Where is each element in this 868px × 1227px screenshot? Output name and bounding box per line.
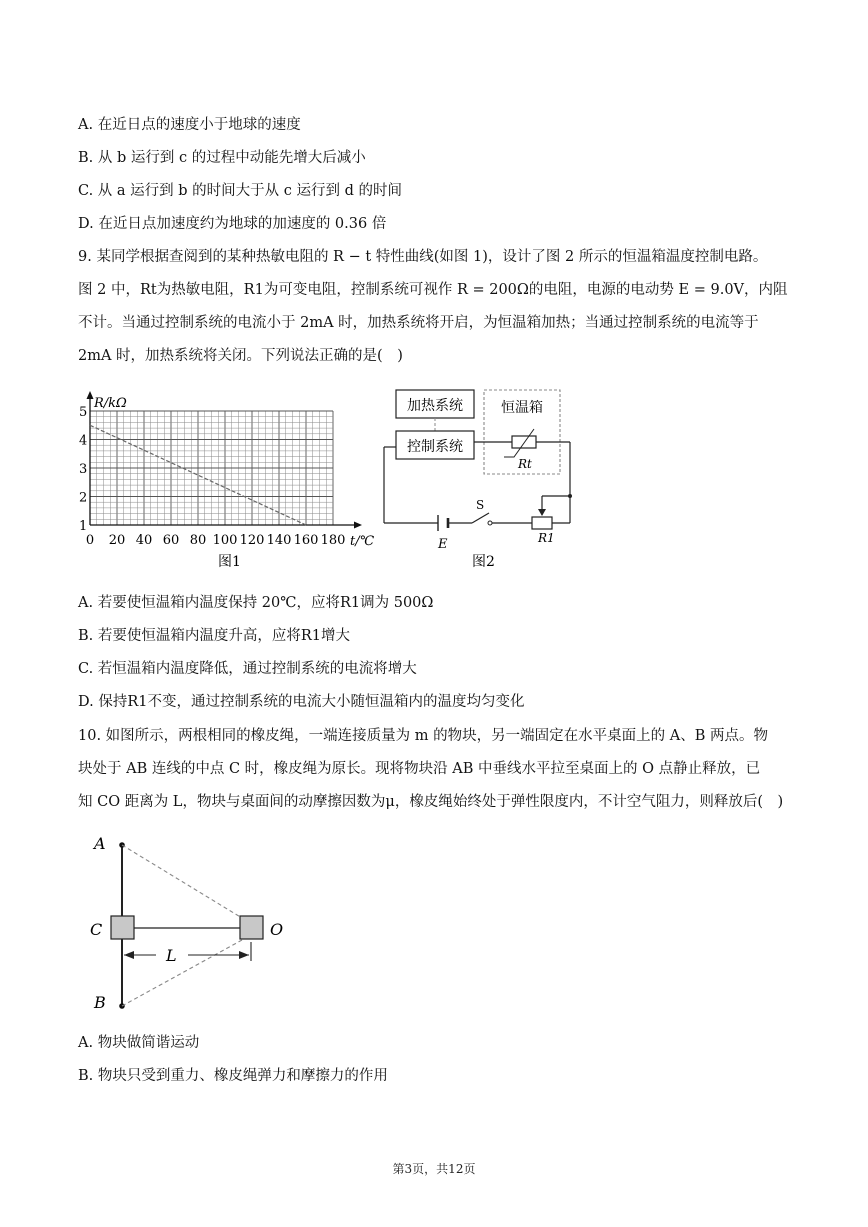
x-tick-label: 160 (293, 533, 319, 548)
x-tick-label: 80 (189, 533, 207, 548)
q9-stem (78, 247, 794, 379)
y-tick-label: 4 (79, 433, 88, 449)
label-l: L (166, 946, 177, 965)
variable-resistor-symbol (532, 517, 552, 529)
x-tick-label: 0 (85, 533, 95, 548)
x-tick-label: 20 (108, 533, 126, 548)
q10-option-b: B. 物块只受到重力、橡皮绳弹力和摩擦力的作用 (78, 1068, 388, 1084)
q9-option-b: B. 若要使恒温箱内温度升高，应将R1增大 (78, 628, 351, 644)
q8-option-c: C. 从 a 运行到 b 的时间大于从 c 运行到 d 的时间 (78, 183, 402, 199)
y-tick-label: 3 (79, 462, 88, 477)
x-tick-label: 100 (212, 533, 238, 548)
y-axis-label: R/kΩ (94, 396, 127, 411)
thermostat-label: 恒温箱 (501, 400, 543, 416)
x-tick-label: 140 (266, 533, 292, 548)
y-tick-label: 2 (79, 490, 88, 506)
q10-stem-line: 块处于 AB 连线的中点 C 时，橡皮绳为原长。现将物块沿 AB 中垂线水平拉至桌面上的 O 点静止释放，已 (78, 761, 761, 777)
q9-stem-line: 图 2 中，Rt为热敏电阻，R1为可变电阻，控制系统可视作 R = 200Ω的电阻，电源的电动势 E = 9.0V，内阻 (78, 282, 788, 298)
heating-system-label: 加热系统 (407, 398, 463, 414)
q8-option-d: D. 在近日点加速度约为地球的加速度的 0.36 倍 (78, 216, 387, 232)
thermistor-symbol (512, 436, 536, 448)
label-b: B (94, 993, 106, 1012)
q10-stem (78, 726, 794, 825)
label-a: A (94, 834, 106, 853)
x-tick-label: 60 (162, 533, 180, 548)
q8-option-b: B. 从 b 运行到 c 的过程中动能先增大后减小 (78, 150, 366, 166)
q10-stem-line: 知 CO 距离为 L，物块与桌面间的动摩擦因数为μ，橡皮绳始终处于弹性限度内，不计空气阻力，则释放后( ) (78, 794, 784, 810)
q8-option-a: A. 在近日点的速度小于地球的速度 (78, 117, 301, 133)
control-system-label: 控制系统 (407, 439, 463, 455)
block-at-o (240, 916, 263, 939)
q9-stem-line: 不计。当通过控制系统的电流小于 2mA 时，加热系统将开启，为恒温箱加热；当通过控制系统的电流等于 (78, 315, 759, 331)
label-o: O (270, 920, 284, 939)
r-t-chart (70, 385, 390, 575)
q9-stem-line: 2mA 时，加热系统将关闭。下列说法正确的是( ) (78, 348, 403, 364)
q9-stem-line: 9. 某同学根据查阅到的某种热敏电阻的 R − t 特性曲线(如图 1)，设计了图 2 所示的恒温箱温度控制电路。 (78, 249, 768, 265)
control-circuit-diagram (376, 385, 586, 575)
rubber-band-block-diagram (80, 828, 300, 1018)
y-tick-label: 5 (79, 405, 88, 420)
thermistor-label: Rt (518, 457, 532, 471)
x-axis-label: t/℃ (350, 534, 375, 549)
x-tick-label: 180 (320, 533, 346, 548)
x-tick-label: 120 (239, 533, 265, 548)
y-tick-label: 1 (79, 519, 88, 534)
variable-resistor-label: R1 (538, 531, 555, 545)
q9-option-c: C. 若恒温箱内温度降低，通过控制系统的电流将增大 (78, 661, 417, 677)
x-tick-label: 40 (135, 533, 153, 548)
switch-label: S (476, 498, 485, 512)
fig2-caption: 图2 (472, 554, 495, 570)
q9-option-d: D. 保持R1不变，通过控制系统的电流大小随恒温箱内的温度均匀变化 (78, 694, 525, 710)
label-c: C (90, 920, 103, 939)
q9-option-a: A. 若要使恒温箱内温度保持 20℃，应将R1调为 500Ω (78, 595, 434, 611)
q10-stem-line: 10. 如图所示，两根相同的橡皮绳，一端连接质量为 m 的物块，另一端固定在水平桌面上的 A、B 两点。物 (78, 728, 768, 744)
emf-label: E (438, 537, 448, 552)
q10-option-a: A. 物块做简谐运动 (78, 1035, 200, 1051)
fig1-caption: 图1 (218, 554, 241, 570)
page-number: 第3页，共12页 (392, 1162, 476, 1176)
block-at-c (111, 916, 134, 939)
